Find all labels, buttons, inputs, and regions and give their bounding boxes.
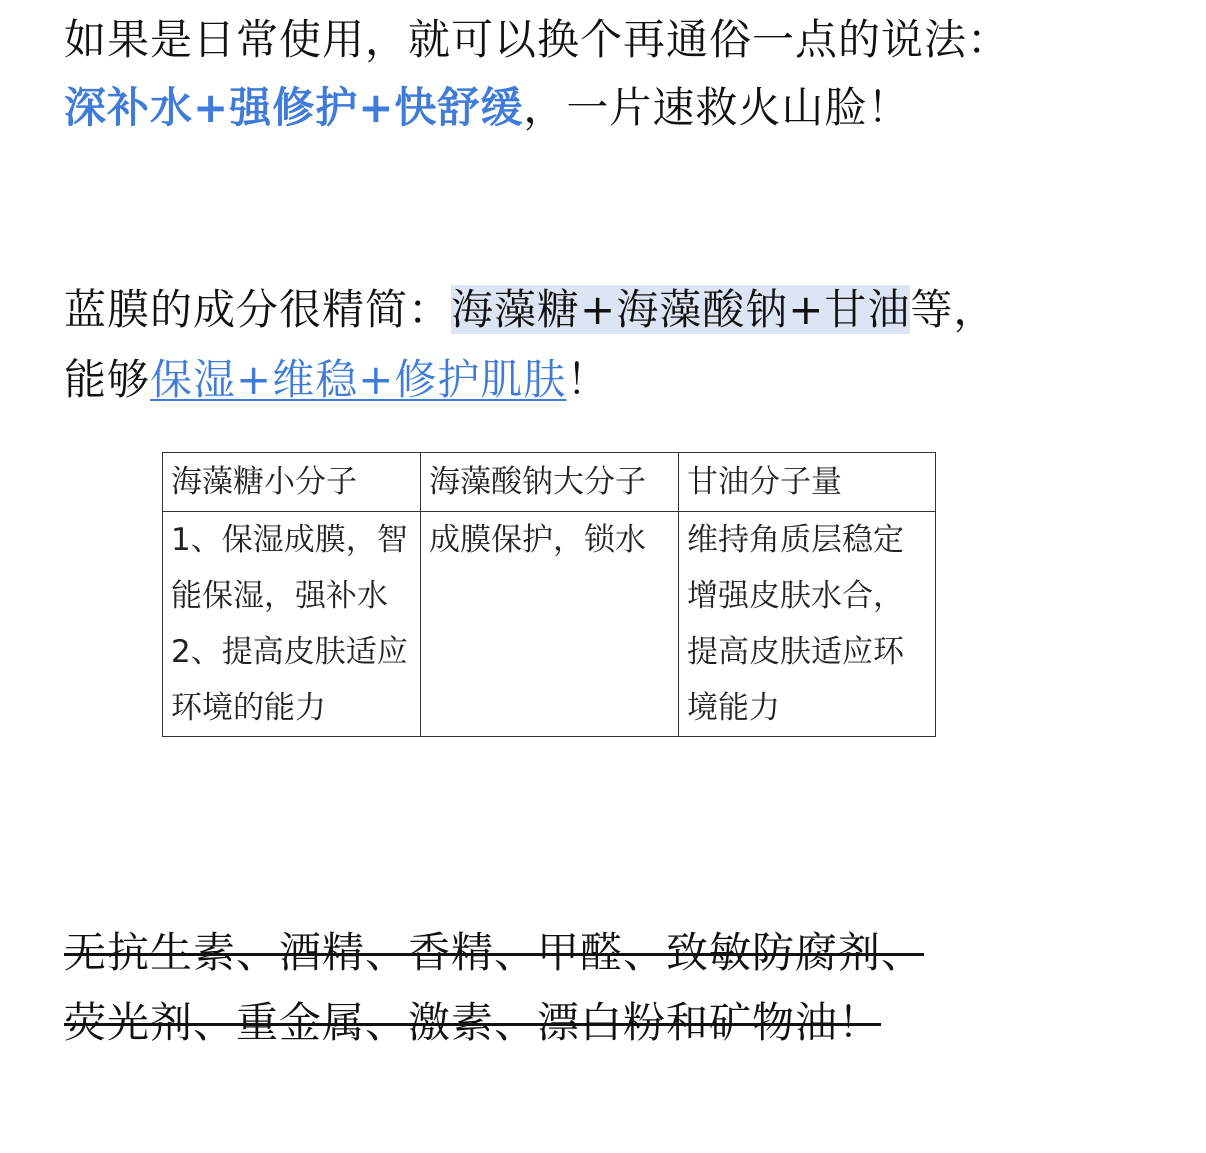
intro-line-2: [64, 80, 910, 136]
ingredients-highlight: 海藻糖+海藻酸钠+甘油: [451, 285, 911, 334]
free-from-text-2: 荧光剂、重金属、激素、漂白粉和矿物油！: [64, 998, 882, 1047]
table-header-glycerin: 甘油分子量: [679, 453, 936, 512]
table-cell-alginate: [421, 512, 679, 737]
table-row: [163, 512, 936, 737]
free-from-text-1: 无抗生素、酒精、香精、甲醛、致敏防腐剂、: [64, 928, 925, 977]
effect-link[interactable]: 保湿+维稳+修护肌肤: [150, 355, 567, 404]
ingredients-table: [162, 452, 936, 737]
ingredients-line-2: [64, 352, 609, 408]
ingredients-suffix: 等，: [910, 285, 997, 334]
intro-text: 如果是日常使用，就可以换个再通俗一点的说法：: [64, 15, 1011, 64]
cell-text: 成膜保护，锁水: [429, 522, 646, 558]
ingredients-line-1: [64, 282, 996, 338]
table-cell-glycerin: [679, 512, 936, 737]
table-header-row: [163, 453, 936, 512]
free-from-line-1: [64, 925, 924, 981]
intro-line-1: [64, 12, 1010, 68]
effect-suffix: ！: [566, 355, 610, 404]
cell-text: 维持角质层稳定 增强皮肤水合， 提高皮肤适应环 境能力: [687, 522, 904, 726]
table-header-alginate: 海藻酸钠大分子: [421, 453, 679, 512]
effect-prefix: 能够: [64, 355, 151, 404]
benefit-rest: ，一片速救火山脸！: [523, 83, 911, 132]
cell-text: 1、保湿成膜，智 能保湿，强补水 2、提高皮肤适应 环境的能力: [171, 522, 408, 726]
table-header-trehalose: 海藻糖小分子: [163, 453, 421, 512]
benefit-emphasis: 深补水+强修护+快舒缓: [64, 83, 524, 132]
free-from-line-2: [64, 995, 881, 1051]
table-cell-trehalose: [163, 512, 421, 737]
ingredients-prefix: 蓝膜的成分很精简：: [64, 285, 452, 334]
